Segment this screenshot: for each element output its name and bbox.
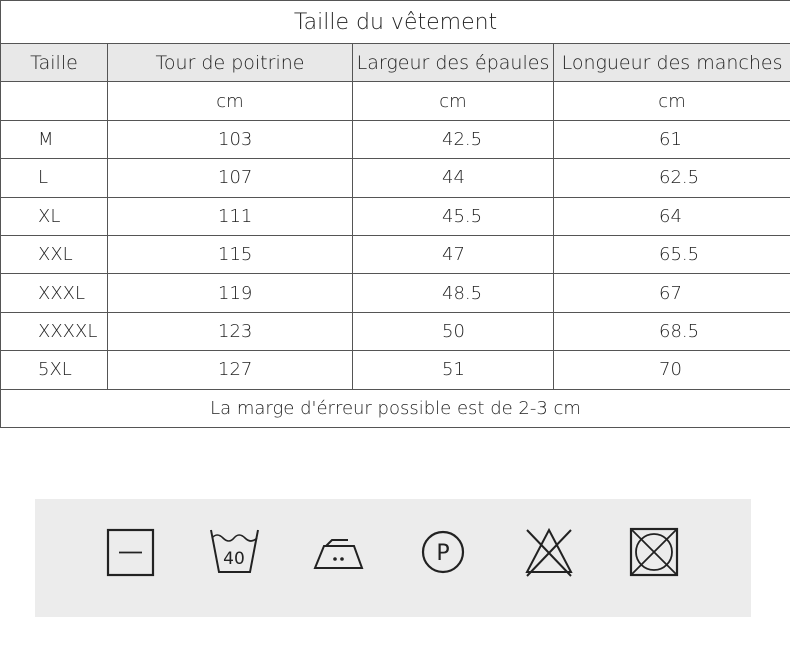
sleeve-cell: 61	[554, 120, 790, 158]
do-not-bleach-icon	[523, 526, 575, 578]
unit-cell: cm	[353, 82, 554, 120]
size-cell: XXXL	[1, 274, 108, 312]
sleeve-cell: 70	[554, 351, 790, 389]
note-row	[1, 389, 790, 427]
sleeve-cell: 65.5	[554, 235, 790, 273]
column-header-chest: Tour de poitrine	[108, 44, 353, 82]
chest-cell: 107	[108, 159, 353, 197]
chest-cell: 115	[108, 235, 353, 273]
dry-flat-icon	[105, 526, 157, 578]
do-not-tumble-dry-icon	[628, 526, 680, 578]
sleeve-cell: 62.5	[554, 159, 790, 197]
dry-clean-letter: P	[436, 541, 450, 566]
unit-cell: cm	[554, 82, 790, 120]
chest-cell: 123	[108, 312, 353, 350]
shoulder-cell: 47	[353, 235, 554, 273]
column-header-size: Taille	[1, 44, 108, 82]
sleeve-cell: 64	[554, 197, 790, 235]
column-header-shoulder: Largeur des épaules	[353, 44, 554, 82]
error-margin-note: La marge d'érreur possible est de 2-3 cm	[1, 389, 790, 427]
table-row	[1, 235, 790, 273]
table-row	[1, 351, 790, 389]
wash-40-icon	[208, 526, 260, 578]
table-row	[1, 312, 790, 350]
size-cell: XXXXL	[1, 312, 108, 350]
chest-cell: 127	[108, 351, 353, 389]
size-cell: 5XL	[1, 351, 108, 389]
chest-cell: 103	[108, 120, 353, 158]
table-row	[1, 197, 790, 235]
sleeve-cell: 68.5	[554, 312, 790, 350]
unit-row	[1, 82, 790, 120]
size-cell: L	[1, 159, 108, 197]
wash-temperature-label: 40	[223, 549, 245, 569]
shoulder-cell: 45.5	[353, 197, 554, 235]
sleeve-cell: 67	[554, 274, 790, 312]
header-row	[1, 44, 790, 82]
shoulder-cell: 44	[353, 159, 554, 197]
table-title: Taille du vêtement	[1, 1, 790, 44]
dry-clean-p-icon	[417, 526, 469, 578]
title-row	[1, 1, 790, 44]
shoulder-cell: 42.5	[353, 120, 554, 158]
shoulder-cell: 50	[353, 312, 554, 350]
shoulder-cell: 48.5	[353, 274, 554, 312]
column-header-sleeve: Longueur des manches	[554, 44, 790, 82]
care-instructions-panel	[35, 499, 751, 617]
table-row	[1, 120, 790, 158]
chest-cell: 111	[108, 197, 353, 235]
shoulder-cell: 51	[353, 351, 554, 389]
table-row	[1, 159, 790, 197]
unit-cell: cm	[108, 82, 353, 120]
chest-cell: 119	[108, 274, 353, 312]
size-cell: XXL	[1, 235, 108, 273]
table-row	[1, 274, 790, 312]
unit-cell-empty	[1, 82, 108, 120]
size-cell: M	[1, 120, 108, 158]
size-cell: XL	[1, 197, 108, 235]
iron-medium-icon	[312, 526, 364, 578]
